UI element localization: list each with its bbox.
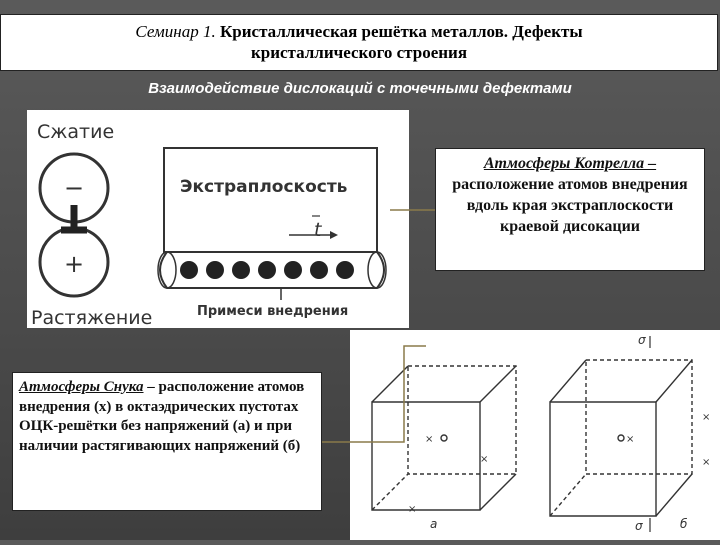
- snoek-heading: Атмосферы Снука: [19, 379, 144, 395]
- title-box: [0, 14, 718, 71]
- extra-plane-box: [164, 148, 377, 252]
- dislocation-diagram: [27, 110, 409, 328]
- label-a: а: [430, 517, 438, 531]
- impurity-atom: [180, 261, 198, 279]
- cottrell-body: расположение атомов внедрения вдоль края экстраплоскости краевой дисокации: [452, 176, 688, 235]
- subtitle: Взаимодействие дислокаций с точечными дефектами: [148, 80, 572, 97]
- compression-label: Сжатие: [37, 121, 115, 143]
- cube-b-edge: [550, 360, 586, 402]
- cube-b-back: [586, 360, 692, 474]
- cube-b: [550, 360, 692, 516]
- impurity-atom: [336, 261, 354, 279]
- label-b: б: [680, 517, 688, 531]
- impurity-atom: [206, 261, 224, 279]
- impurity-atom: [232, 261, 250, 279]
- extra-plane-label: Экстраплоскость: [180, 177, 348, 197]
- cube-a-edge: [372, 366, 408, 402]
- cube-b-center-atom: [618, 435, 624, 441]
- minus-sign: −: [63, 174, 85, 202]
- cube-b-edge: [656, 474, 692, 516]
- void-x: ×: [626, 434, 635, 445]
- dislocation-figure: [27, 110, 409, 328]
- cottrell-callout: [435, 148, 705, 271]
- tension-label: Растяжение: [31, 307, 153, 328]
- bcc-figure: [350, 330, 720, 540]
- sigma-top: σ: [638, 333, 646, 347]
- cube-b-edge: [550, 474, 586, 516]
- impurity-atom: [284, 261, 302, 279]
- cube-b-front: [550, 402, 656, 516]
- cube-a-center-atom: [441, 435, 447, 441]
- void-x: ×: [425, 434, 434, 445]
- cube-b-edge: [656, 360, 692, 402]
- plus-sign: +: [63, 250, 85, 278]
- snoek-body: – расположение атомов внедрения (x) в октаэдрических пустотах ОЦК-решётки без напряжений (а) и при наличии растягивающих напряжений (б): [19, 379, 305, 454]
- title-line2: кристаллического строения: [250, 43, 468, 62]
- bcc-diagram: [350, 330, 720, 540]
- title-prefix: Семинар 1.: [135, 22, 216, 41]
- void-x: ×: [480, 454, 489, 465]
- cube-a: [372, 366, 516, 510]
- void-x: ×: [408, 504, 417, 515]
- impurity-atom: [310, 261, 328, 279]
- vector-label: t: [314, 219, 322, 241]
- sigma-bottom: σ: [635, 519, 643, 533]
- snoek-callout: [12, 372, 322, 511]
- cube-b-voids: [626, 412, 710, 468]
- cottrell-heading: Атмосферы Котрелла –: [483, 155, 657, 172]
- impurities-label: Примеси внедрения: [197, 304, 349, 319]
- title-line1: Кристаллическая решётка металлов. Дефекты: [219, 22, 583, 41]
- impurity-atom: [258, 261, 276, 279]
- cube-a-edge: [480, 474, 516, 510]
- cube-a-edge: [372, 474, 408, 510]
- cube-a-edge: [480, 366, 516, 402]
- void-x: ×: [702, 412, 711, 423]
- void-x: ×: [702, 457, 711, 468]
